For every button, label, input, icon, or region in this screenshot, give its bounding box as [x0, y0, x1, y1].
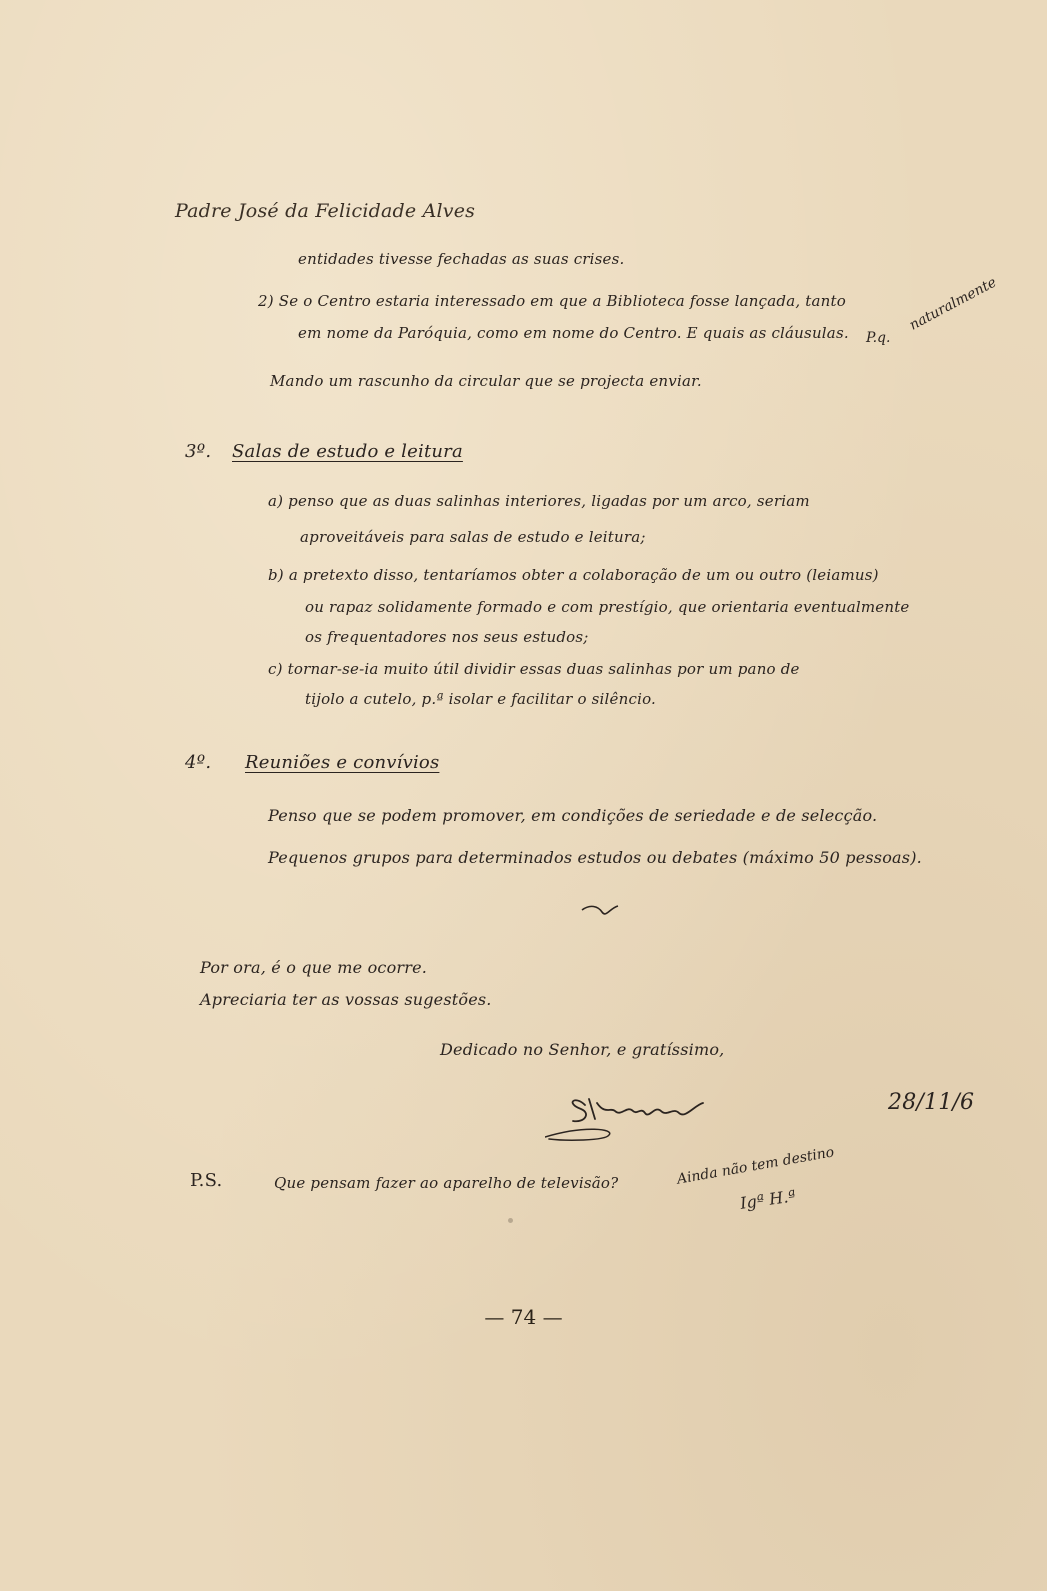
section4-number: 4º. — [185, 752, 212, 773]
ps-label: P.S. — [190, 1170, 223, 1191]
closing-line: Dedicado no Senhor, e gratíssimo, — [440, 1040, 725, 1059]
signature — [545, 1085, 735, 1145]
section4-line: Pequenos grupos para determinados estudos ou debates (máximo 50 pessoas). — [268, 848, 922, 867]
margin-note-pq: P.q. — [866, 330, 891, 346]
section3-line: os frequentadores nos seus estudos; — [305, 628, 589, 646]
intro-line: 2) Se o Centro estaria interessado em que a Biblioteca fosse lançada, tanto — [258, 292, 846, 310]
margin-note: naturalmente — [906, 274, 1000, 334]
letterhead: Padre José da Felicidade Alves — [175, 200, 476, 222]
section3-line: tijolo a cutelo, p.ª isolar e facilitar o silêncio. — [305, 690, 657, 708]
intro-line: Mando um rascunho da circular que se projecta enviar. — [270, 372, 702, 390]
section3-line: b) a pretexto disso, tentaríamos obter a colaboração de um ou outro (leiamus) — [268, 566, 879, 584]
section3-line: ou rapaz solidamente formado e com prestígio, que orientaria eventualmente — [305, 598, 910, 616]
section3-line: a) penso que as duas salinhas interiores, ligadas por um arco, seriam — [268, 492, 810, 510]
closing-line: Por ora, é o que me ocorre. — [200, 958, 428, 977]
page-number: — 74 — — [484, 1305, 563, 1329]
intro-line: entidades tivesse fechadas as suas crises. — [298, 250, 625, 268]
paper-stain — [508, 1218, 513, 1223]
intro-line: em nome da Paróquia, como em nome do Centro. E quais as cláusulas. — [298, 324, 849, 342]
ps-annotation: Ainda não tem destino — [675, 1144, 836, 1188]
section3-number: 3º. — [185, 441, 212, 462]
closing-line: Apreciaria ter as vossas sugestões. — [200, 990, 492, 1009]
divider-mark — [580, 902, 620, 922]
section3-heading: Salas de estudo e leitura — [232, 441, 463, 462]
section4-heading: Reuniões e convívios — [245, 752, 440, 773]
ps-text: Que pensam fazer ao aparelho de televisão? — [274, 1174, 619, 1192]
section3-line: aproveitáveis para salas de estudo e leitura; — [300, 528, 646, 546]
letter-date: 28/11/6 — [888, 1090, 975, 1115]
ps-annotation-sign: Igª H.ª — [738, 1186, 797, 1213]
section3-line: c) tornar-se-ia muito útil dividir essas duas salinhas por um pano de — [268, 660, 800, 678]
section4-line: Penso que se podem promover, em condições de seriedade e de selecção. — [268, 806, 878, 825]
